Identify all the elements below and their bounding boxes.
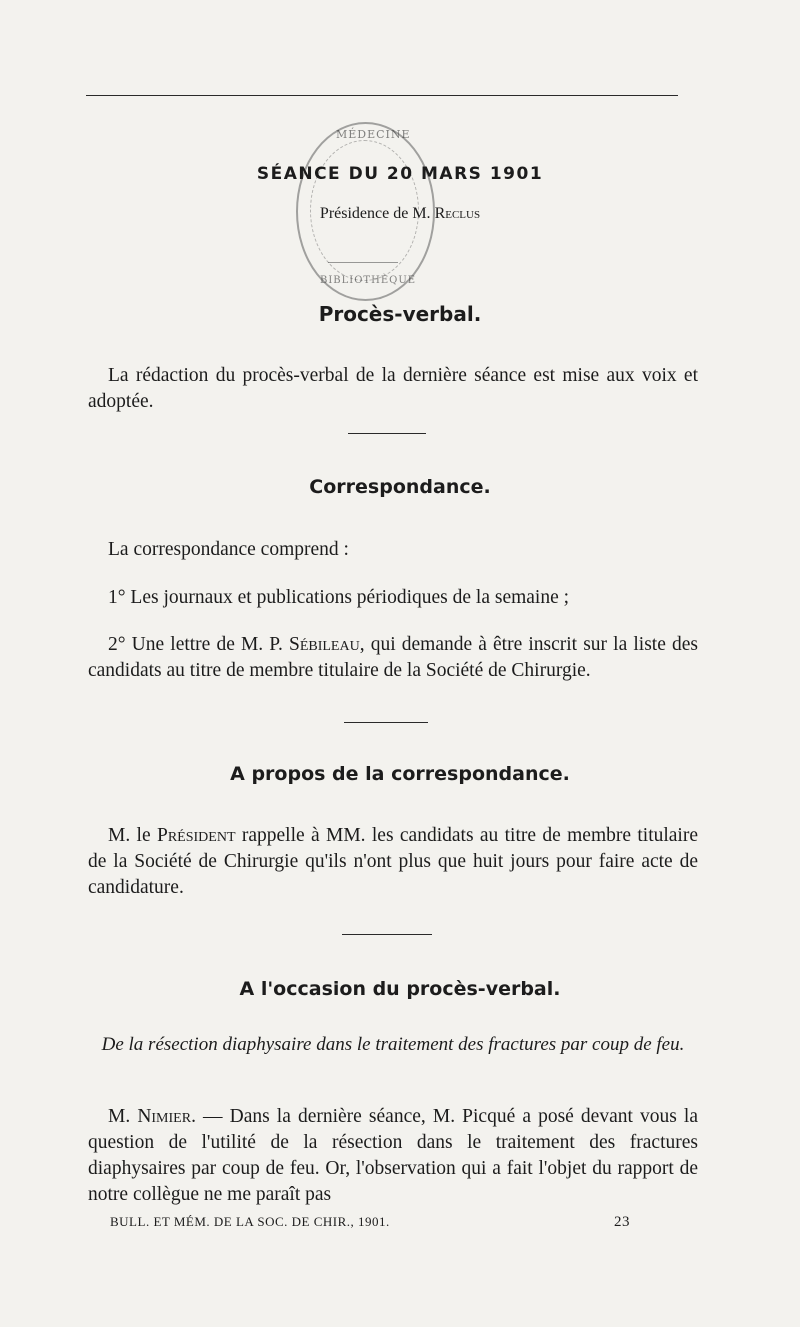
speaker-name: Nimier bbox=[137, 1106, 192, 1127]
section-divider bbox=[344, 722, 428, 723]
occasion-subtitle: De la résection diaphysaire dans le traitement des fractures par coup de feu. bbox=[101, 1034, 685, 1055]
proces-verbal-text: La rédaction du procès-verbal de la dernière séance est mise aux voix et adoptée. bbox=[88, 365, 698, 412]
heading-proces-verbal: Procès-verbal. bbox=[318, 302, 482, 326]
seance-title: SÉANCE DU 20 MARS 1901 bbox=[256, 164, 544, 184]
occasion-text bbox=[88, 1104, 698, 1208]
footer-journal: BULL. ET MÉM. DE LA SOC. DE CHIR., 1901. bbox=[110, 1214, 390, 1229]
section-divider bbox=[342, 934, 432, 935]
correspondance-item-1: 1° Les journaux et publications périodiques de la semaine ; bbox=[108, 587, 570, 608]
item2-name: Sébileau bbox=[288, 634, 360, 655]
heading-occasion: A l'occasion du procès-verbal. bbox=[239, 978, 561, 1000]
heading-a-propos: A propos de la correspondance. bbox=[230, 763, 570, 785]
president-name: Reclus bbox=[434, 205, 481, 222]
library-stamp-line bbox=[328, 262, 398, 263]
top-rule bbox=[86, 95, 678, 96]
a-propos-text bbox=[88, 823, 698, 901]
a-propos-suffix: rappelle à MM. les candidats au titre de membre titulaire de la Société de Chirurgie qu'ils n'ont plus que huit jours pour faire acte de candidature. bbox=[88, 825, 698, 898]
presidence-line bbox=[0, 205, 800, 223]
item2-prefix: 2° Une lettre de M. P. bbox=[108, 634, 289, 655]
item2-suffix: , qui demande à être inscrit sur la liste des candidats au titre de membre titulaire de la Société de Chirurgie. bbox=[88, 634, 698, 681]
correspondance-item-2 bbox=[88, 632, 698, 684]
president-title: Président bbox=[156, 825, 236, 846]
section-divider bbox=[348, 433, 426, 434]
page-number: 23 bbox=[614, 1214, 630, 1230]
occasion-prefix: M. bbox=[108, 1106, 138, 1127]
stamp-text-top: MÉDECINE bbox=[336, 128, 411, 141]
heading-correspondance: Correspondance. bbox=[309, 476, 491, 498]
stamp-text-bottom: BIBLIOTHÈQUE bbox=[320, 275, 417, 286]
occasion-suffix: . — Dans la dernière séance, M. Picqué a posé devant vous la question de l'utilité de la résection dans le traitement des fractures diaphysaires par coup de feu. Or, l'observation qui a fait l'objet du rapport de notre collègue ne me paraît pas bbox=[88, 1106, 698, 1205]
presidence-prefix: Présidence de M. bbox=[319, 205, 431, 222]
a-propos-prefix: M. le bbox=[108, 825, 157, 846]
correspondance-intro: La correspondance comprend : bbox=[108, 539, 349, 560]
